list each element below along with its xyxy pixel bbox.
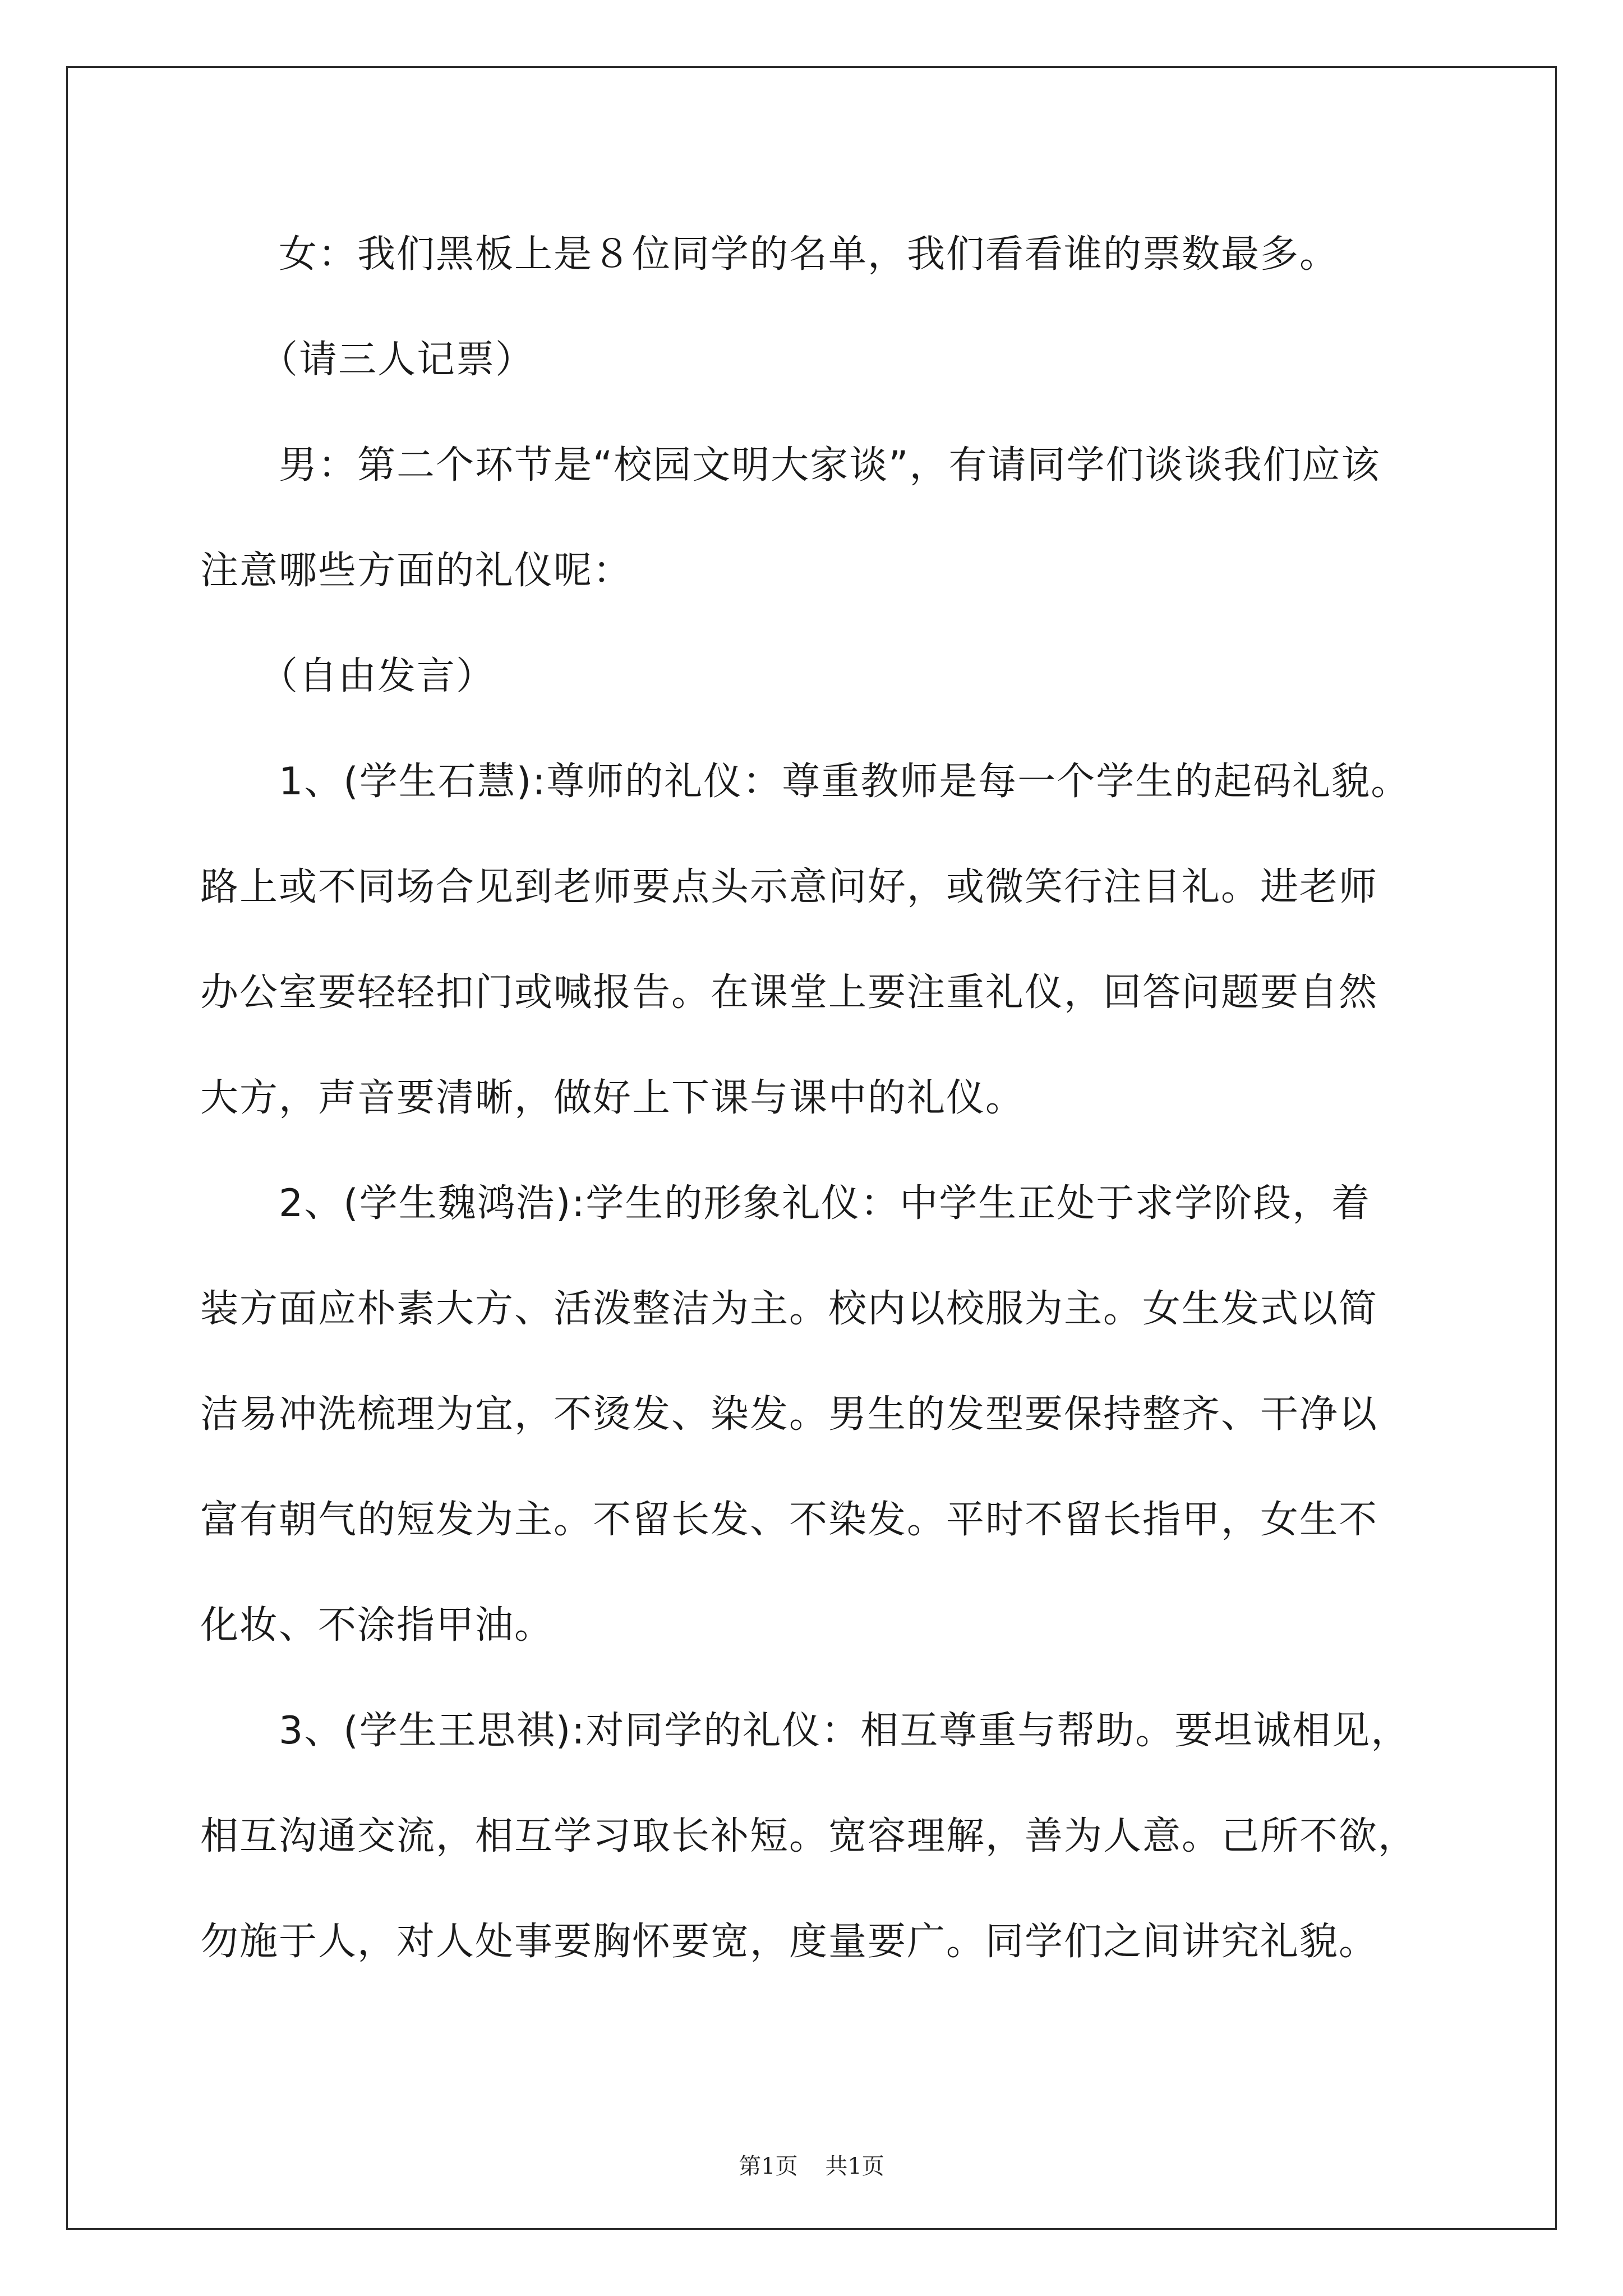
text-line: 2、(学生魏鸿浩):学生的形象礼仪：中学生正处于求学阶段，着 bbox=[200, 1181, 1371, 1226]
text-line: 富有朝气的短发为主。不留长发、不染发。平时不留长指甲，女生不 bbox=[200, 1498, 1378, 1542]
document-body bbox=[200, 202, 1434, 1995]
text-line: 女：我们黑板上是８位同学的名单，我们看看谁的票数最多。 bbox=[200, 232, 1339, 277]
page-number: 第1页 bbox=[739, 2154, 798, 2179]
text-line: 相互沟通交流，相互学习取长补短。宽容理解，善为人意。己所不欲， bbox=[200, 1814, 1418, 1858]
text-line: 大方，声音要清晰，做好上下课与课中的礼仪。 bbox=[200, 1076, 1025, 1120]
page-total: 共1页 bbox=[825, 2154, 884, 2179]
text-line: 化妆、不涂指甲油。 bbox=[200, 1603, 554, 1648]
text-line: 勿施于人，对人处事要胸怀要宽，度量要广。同学们之间讲究礼貌。 bbox=[200, 1920, 1378, 1964]
text-line: 注意哪些方面的礼仪呢： bbox=[200, 549, 633, 593]
text-line: 装方面应朴素大方、活泼整洁为主。校内以校服为主。女生发式以简 bbox=[200, 1287, 1378, 1331]
text-line: 洁易冲洗梳理为宜，不烫发、染发。男生的发型要保持整齐、干净以 bbox=[200, 1392, 1378, 1437]
page-footer bbox=[0, 2148, 1623, 2180]
text-line: 办公室要轻轻扣门或喊报告。在课堂上要注重礼仪，回答问题要自然 bbox=[200, 970, 1378, 1015]
text-line: 1、(学生石慧):尊师的礼仪：尊重教师是每一个学生的起码礼貌。 bbox=[200, 760, 1410, 804]
text-line: 路上或不同场合见到老师要点头示意问好，或微笑行注目礼。进老师 bbox=[200, 865, 1378, 909]
text-line: （请三人记票） bbox=[200, 338, 535, 382]
text-line: （自由发言） bbox=[200, 654, 496, 698]
text-line: 男：第二个环节是“校园文明大家谈”，有请同学们谈谈我们应该 bbox=[200, 443, 1381, 487]
text-line: 3、(学生王思祺):对同学的礼仪：相互尊重与帮助。要坦诚相见， bbox=[200, 1709, 1410, 1753]
